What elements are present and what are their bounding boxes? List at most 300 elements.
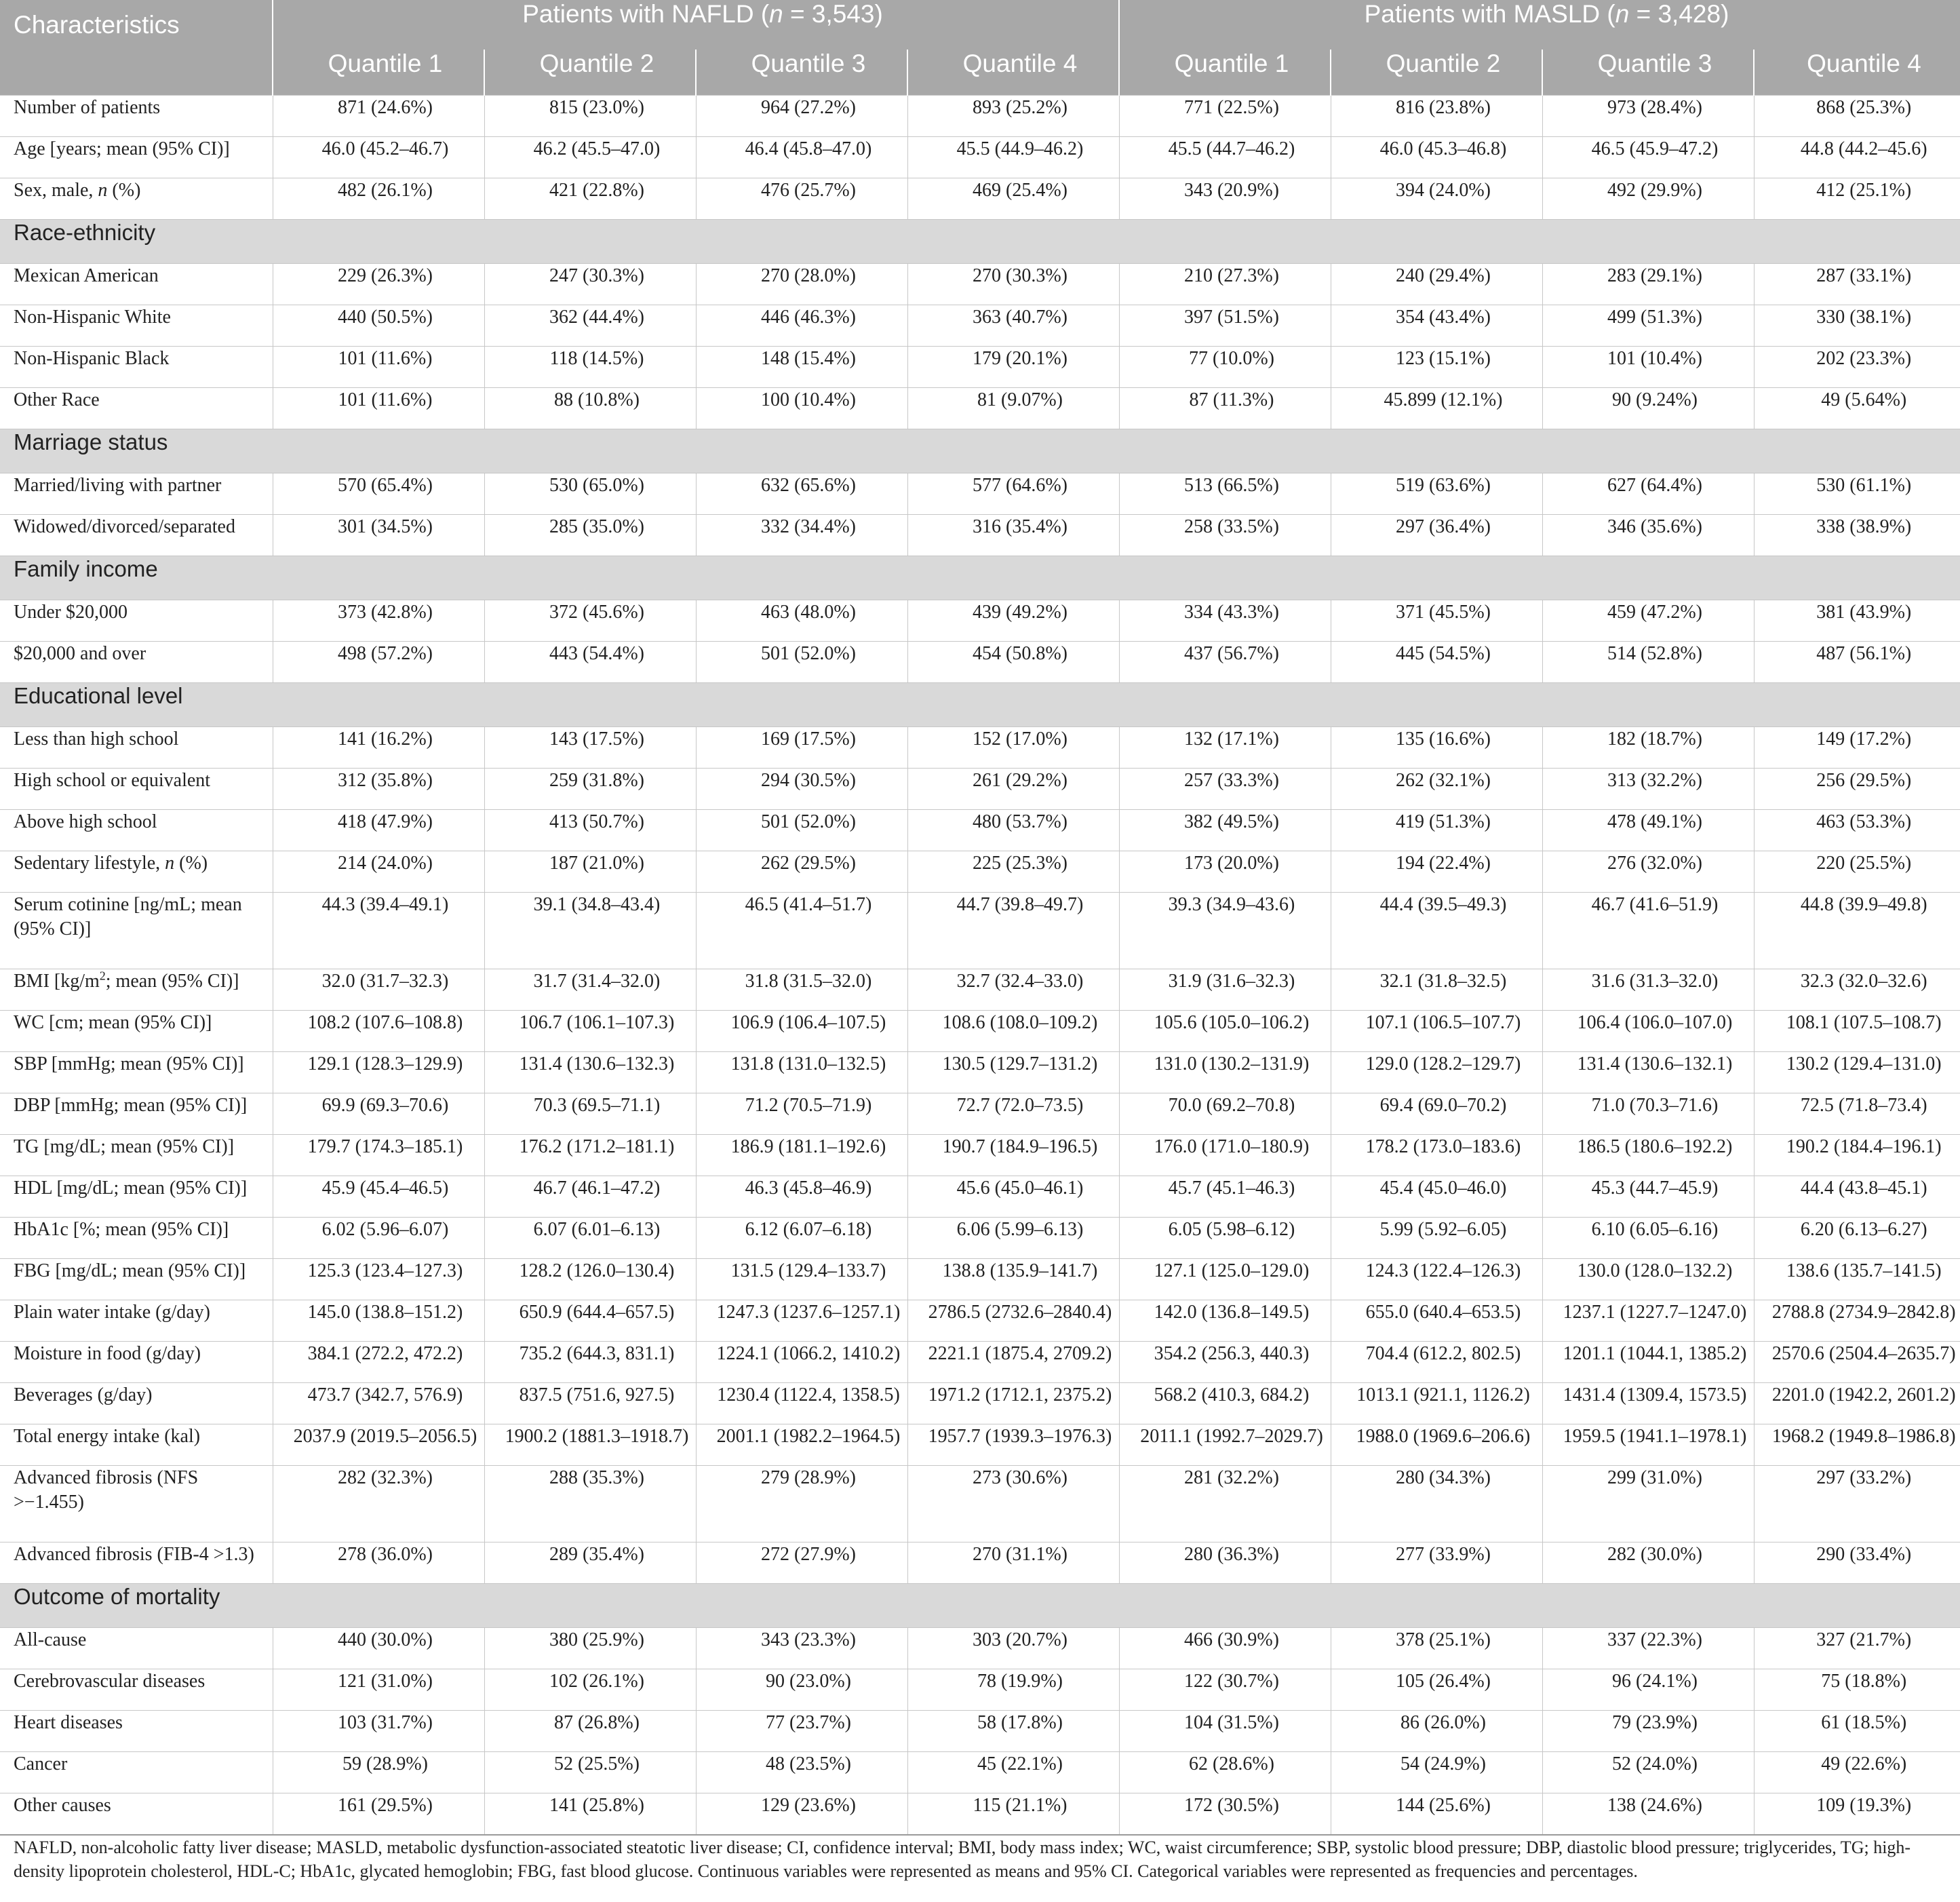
table-cell: 176.2 (171.2–181.1) [484, 1135, 696, 1176]
table-cell: 131.4 (130.6–132.1) [1542, 1052, 1754, 1093]
table-cell: 288 (35.3%) [484, 1466, 696, 1542]
table-cell: 501 (52.0%) [696, 642, 907, 683]
row-label: $20,000 and over [0, 642, 273, 683]
table-cell: 893 (25.2%) [907, 96, 1119, 137]
table-cell: 149 (17.2%) [1754, 727, 1960, 769]
table-cell: 44.3 (39.4–49.1) [273, 893, 484, 969]
table-cell: 105 (26.4%) [1331, 1669, 1542, 1711]
table-cell: 277 (33.9%) [1331, 1542, 1542, 1584]
table-row [0, 388, 1960, 429]
row-label: All-cause [0, 1628, 273, 1669]
table-cell: 178.2 (173.0–183.6) [1331, 1135, 1542, 1176]
table-row [0, 515, 1960, 556]
quantile-header: Quantile 1 [1119, 50, 1331, 96]
table-row [0, 600, 1960, 642]
table-cell: 338 (38.9%) [1754, 515, 1960, 556]
table-cell: 519 (63.6%) [1331, 473, 1542, 515]
row-label: Other causes [0, 1793, 273, 1835]
table-cell: 103 (31.7%) [273, 1711, 484, 1752]
table-cell: 394 (24.0%) [1331, 178, 1542, 220]
table-cell: 49 (22.6%) [1754, 1752, 1960, 1793]
table-cell: 182 (18.7%) [1542, 727, 1754, 769]
table-cell: 145.0 (138.8–151.2) [273, 1300, 484, 1342]
row-label: Sex, male, n (%) [0, 178, 273, 220]
table-cell: 964 (27.2%) [696, 96, 907, 137]
table-cell: 492 (29.9%) [1542, 178, 1754, 220]
table-cell: 45.899 (12.1%) [1331, 388, 1542, 429]
table-cell: 282 (32.3%) [273, 1466, 484, 1542]
table-cell: 382 (49.5%) [1119, 810, 1331, 851]
row-label: Number of patients [0, 96, 273, 137]
table-cell: 312 (35.8%) [273, 769, 484, 810]
table-cell: 6.12 (6.07–6.18) [696, 1218, 907, 1259]
table-cell: 815 (23.0%) [484, 96, 696, 137]
table-cell: 45.5 (44.9–46.2) [907, 137, 1119, 178]
table-cell: 194 (22.4%) [1331, 851, 1542, 893]
table-cell: 270 (30.3%) [907, 264, 1119, 305]
table-cell: 270 (28.0%) [696, 264, 907, 305]
table-cell: 144 (25.6%) [1331, 1793, 1542, 1835]
table-cell: 1988.0 (1969.6–206.6) [1331, 1424, 1542, 1466]
table-row [0, 1628, 1960, 1669]
table-cell: 1900.2 (1881.3–1918.7) [484, 1424, 696, 1466]
table-cell: 48 (23.5%) [696, 1752, 907, 1793]
table-cell: 62 (28.6%) [1119, 1752, 1331, 1793]
table-cell: 1201.1 (1044.1, 1385.2) [1542, 1342, 1754, 1383]
quantile-header: Quantile 2 [1331, 50, 1542, 96]
table-cell: 176.0 (171.0–180.9) [1119, 1135, 1331, 1176]
section-label: Outcome of mortality [0, 1584, 1960, 1628]
table-cell: 297 (36.4%) [1331, 515, 1542, 556]
table-row [0, 137, 1960, 178]
table-cell: 79 (23.9%) [1542, 1711, 1754, 1752]
table-cell: 61 (18.5%) [1754, 1711, 1960, 1752]
table-cell: 143 (17.5%) [484, 727, 696, 769]
table-cell: 473.7 (342.7, 576.9) [273, 1383, 484, 1424]
section-row [0, 1584, 1960, 1628]
row-label: Non-Hispanic Black [0, 347, 273, 388]
table-cell: 257 (33.3%) [1119, 769, 1331, 810]
row-label: DBP [mmHg; mean (95% CI)] [0, 1093, 273, 1135]
table-cell: 570 (65.4%) [273, 473, 484, 515]
row-label: Mexican American [0, 264, 273, 305]
quantile-header: Quantile 4 [1754, 50, 1960, 96]
table-row [0, 96, 1960, 137]
table-row [0, 1300, 1960, 1342]
table-cell: 130.5 (129.7–131.2) [907, 1052, 1119, 1093]
table-cell: 513 (66.5%) [1119, 473, 1331, 515]
table-cell: 421 (22.8%) [484, 178, 696, 220]
table-cell: 289 (35.4%) [484, 1542, 696, 1584]
table-cell: 81 (9.07%) [907, 388, 1119, 429]
table-cell: 187 (21.0%) [484, 851, 696, 893]
table-cell: 132 (17.1%) [1119, 727, 1331, 769]
table-cell: 129 (23.6%) [696, 1793, 907, 1835]
table-cell: 100 (10.4%) [696, 388, 907, 429]
table-cell: 49 (5.64%) [1754, 388, 1960, 429]
table-cell: 5.99 (5.92–6.05) [1331, 1218, 1542, 1259]
table-cell: 514 (52.8%) [1542, 642, 1754, 683]
header-row-quantiles [0, 50, 1960, 96]
table-cell: 96 (24.1%) [1542, 1669, 1754, 1711]
table-row [0, 305, 1960, 347]
row-label: Age [years; mean (95% CI)] [0, 137, 273, 178]
table-cell: 69.9 (69.3–70.6) [273, 1093, 484, 1135]
table-cell: 125.3 (123.4–127.3) [273, 1259, 484, 1300]
table-cell: 130.2 (129.4–131.0) [1754, 1052, 1960, 1093]
quantile-header: Quantile 3 [1542, 50, 1754, 96]
table-cell: 142.0 (136.8–149.5) [1119, 1300, 1331, 1342]
table-cell: 354.2 (256.3, 440.3) [1119, 1342, 1331, 1383]
table-cell: 77 (10.0%) [1119, 347, 1331, 388]
row-label: Heart diseases [0, 1711, 273, 1752]
table-cell: 32.1 (31.8–32.5) [1331, 969, 1542, 1011]
table-cell: 273 (30.6%) [907, 1466, 1119, 1542]
table-row [0, 1669, 1960, 1711]
table-cell: 31.7 (31.4–32.0) [484, 969, 696, 1011]
table-cell: 287 (33.1%) [1754, 264, 1960, 305]
table-cell: 258 (33.5%) [1119, 515, 1331, 556]
table-cell: 52 (24.0%) [1542, 1752, 1754, 1793]
section-label: Educational level [0, 683, 1960, 727]
table-cell: 115 (21.1%) [907, 1793, 1119, 1835]
table-cell: 202 (23.3%) [1754, 347, 1960, 388]
table-cell: 90 (23.0%) [696, 1669, 907, 1711]
table-cell: 272 (27.9%) [696, 1542, 907, 1584]
table-cell: 1237.1 (1227.7–1247.0) [1542, 1300, 1754, 1342]
table-cell: 123 (15.1%) [1331, 347, 1542, 388]
table-row [0, 642, 1960, 683]
table-cell: 259 (31.8%) [484, 769, 696, 810]
table-cell: 152 (17.0%) [907, 727, 1119, 769]
table-row [0, 1793, 1960, 1835]
table-cell: 52 (25.5%) [484, 1752, 696, 1793]
table-cell: 39.1 (34.8–43.4) [484, 893, 696, 969]
table-cell: 87 (11.3%) [1119, 388, 1331, 429]
quantile-header: Quantile 2 [484, 50, 696, 96]
table-cell: 498 (57.2%) [273, 642, 484, 683]
table-cell: 282 (30.0%) [1542, 1542, 1754, 1584]
table-cell: 454 (50.8%) [907, 642, 1119, 683]
table-cell: 71.0 (70.3–71.6) [1542, 1093, 1754, 1135]
masld-group-header: Patients with MASLD (n = 3,428) [1119, 0, 1960, 50]
table-cell: 59 (28.9%) [273, 1752, 484, 1793]
table-cell: 44.7 (39.8–49.7) [907, 893, 1119, 969]
table-cell: 439 (49.2%) [907, 600, 1119, 642]
table-cell: 256 (29.5%) [1754, 769, 1960, 810]
table-cell: 225 (25.3%) [907, 851, 1119, 893]
table-cell: 2037.9 (2019.5–2056.5) [273, 1424, 484, 1466]
table-cell: 44.8 (44.2–45.6) [1754, 137, 1960, 178]
row-label: Beverages (g/day) [0, 1383, 273, 1424]
table-cell: 280 (36.3%) [1119, 1542, 1331, 1584]
table-cell: 1968.2 (1949.8–1986.8) [1754, 1424, 1960, 1466]
table-cell: 577 (64.6%) [907, 473, 1119, 515]
table-cell: 1431.4 (1309.4, 1573.5) [1542, 1383, 1754, 1424]
table-cell: 131.8 (131.0–132.5) [696, 1052, 907, 1093]
table-cell: 32.0 (31.7–32.3) [273, 969, 484, 1011]
table-cell: 169 (17.5%) [696, 727, 907, 769]
row-label: Non-Hispanic White [0, 305, 273, 347]
row-label: Other Race [0, 388, 273, 429]
table-cell: 440 (50.5%) [273, 305, 484, 347]
table-cell: 278 (36.0%) [273, 1542, 484, 1584]
table-cell: 102 (26.1%) [484, 1669, 696, 1711]
table-cell: 973 (28.4%) [1542, 96, 1754, 137]
table-cell: 179.7 (174.3–185.1) [273, 1135, 484, 1176]
table-cell: 138 (24.6%) [1542, 1793, 1754, 1835]
table-cell: 131.4 (130.6–132.3) [484, 1052, 696, 1093]
table-cell: 2201.0 (1942.2, 2601.2) [1754, 1383, 1960, 1424]
table-row [0, 727, 1960, 769]
table-row [0, 810, 1960, 851]
section-label: Family income [0, 556, 1960, 600]
table-cell: 109 (19.3%) [1754, 1793, 1960, 1835]
table-cell: 704.4 (612.2, 802.5) [1331, 1342, 1542, 1383]
table-cell: 362 (44.4%) [484, 305, 696, 347]
table-cell: 101 (10.4%) [1542, 347, 1754, 388]
table-cell: 381 (43.9%) [1754, 600, 1960, 642]
table-cell: 445 (54.5%) [1331, 642, 1542, 683]
table-row [0, 769, 1960, 810]
table-cell: 127.1 (125.0–129.0) [1119, 1259, 1331, 1300]
table-cell: 294 (30.5%) [696, 769, 907, 810]
quantile-header: Quantile 4 [907, 50, 1119, 96]
nafld-group-header: Patients with NAFLD (n = 3,543) [273, 0, 1119, 50]
section-row [0, 220, 1960, 264]
table-cell: 131.0 (130.2–131.9) [1119, 1052, 1331, 1093]
table-cell: 214 (24.0%) [273, 851, 484, 893]
table-cell: 280 (34.3%) [1331, 1466, 1542, 1542]
table-cell: 476 (25.7%) [696, 178, 907, 220]
table-cell: 6.02 (5.96–6.07) [273, 1218, 484, 1259]
section-row [0, 683, 1960, 727]
row-label: FBG [mg/dL; mean (95% CI)] [0, 1259, 273, 1300]
section-label: Marriage status [0, 429, 1960, 473]
table-cell: 247 (30.3%) [484, 264, 696, 305]
table-cell: 6.10 (6.05–6.16) [1542, 1218, 1754, 1259]
table-cell: 480 (53.7%) [907, 810, 1119, 851]
characteristics-header: Characteristics [0, 0, 273, 96]
table-cell: 446 (46.3%) [696, 305, 907, 347]
table-cell: 46.4 (45.8–47.0) [696, 137, 907, 178]
table-row [0, 264, 1960, 305]
table-cell: 190.7 (184.9–196.5) [907, 1135, 1119, 1176]
table-cell: 283 (29.1%) [1542, 264, 1754, 305]
table-cell: 131.5 (129.4–133.7) [696, 1259, 907, 1300]
table-row [0, 1424, 1960, 1466]
table-cell: 316 (35.4%) [907, 515, 1119, 556]
table-cell: 1957.7 (1939.3–1976.3) [907, 1424, 1119, 1466]
table-cell: 138.8 (135.9–141.7) [907, 1259, 1119, 1300]
footnote-row [0, 1835, 1960, 1883]
table-row [0, 1218, 1960, 1259]
table-cell: 6.05 (5.98–6.12) [1119, 1218, 1331, 1259]
table-cell: 650.9 (644.4–657.5) [484, 1300, 696, 1342]
table-cell: 270 (31.1%) [907, 1542, 1119, 1584]
table-cell: 138.6 (135.7–141.5) [1754, 1259, 1960, 1300]
table-cell: 129.0 (128.2–129.7) [1331, 1052, 1542, 1093]
row-label: SBP [mmHg; mean (95% CI)] [0, 1052, 273, 1093]
table-cell: 71.2 (70.5–71.9) [696, 1093, 907, 1135]
table-cell: 262 (29.5%) [696, 851, 907, 893]
table-cell: 88 (10.8%) [484, 388, 696, 429]
table-cell: 101 (11.6%) [273, 388, 484, 429]
table-cell: 2788.8 (2734.9–2842.8) [1754, 1300, 1960, 1342]
table-cell: 141 (25.8%) [484, 1793, 696, 1835]
table-cell: 459 (47.2%) [1542, 600, 1754, 642]
row-label: Advanced fibrosis (FIB-4 >1.3) [0, 1542, 273, 1584]
table-row [0, 893, 1960, 969]
table-cell: 105.6 (105.0–106.2) [1119, 1011, 1331, 1052]
row-label: Plain water intake (g/day) [0, 1300, 273, 1342]
table-cell: 45.4 (45.0–46.0) [1331, 1176, 1542, 1218]
table-row [0, 1176, 1960, 1218]
table-cell: 463 (53.3%) [1754, 810, 1960, 851]
table-cell: 173 (20.0%) [1119, 851, 1331, 893]
table-cell: 372 (45.6%) [484, 600, 696, 642]
table-row [0, 1466, 1960, 1542]
table-cell: 443 (54.4%) [484, 642, 696, 683]
table-cell: 384.1 (272.2, 472.2) [273, 1342, 484, 1383]
table-cell: 1224.1 (1066.2, 1410.2) [696, 1342, 907, 1383]
table-cell: 72.7 (72.0–73.5) [907, 1093, 1119, 1135]
table-cell: 2221.1 (1875.4, 2709.2) [907, 1342, 1119, 1383]
row-label: TG [mg/dL; mean (95% CI)] [0, 1135, 273, 1176]
table-cell: 378 (25.1%) [1331, 1628, 1542, 1669]
table-row [0, 178, 1960, 220]
quantile-header: Quantile 1 [273, 50, 484, 96]
table-cell: 44.4 (43.8–45.1) [1754, 1176, 1960, 1218]
table-cell: 346 (35.6%) [1542, 515, 1754, 556]
table-cell: 297 (33.2%) [1754, 1466, 1960, 1542]
row-label: Married/living with partner [0, 473, 273, 515]
table-cell: 482 (26.1%) [273, 178, 484, 220]
table-row [0, 1093, 1960, 1135]
table-cell: 632 (65.6%) [696, 473, 907, 515]
table-cell: 1013.1 (921.1, 1126.2) [1331, 1383, 1542, 1424]
table-cell: 2011.1 (1992.7–2029.7) [1119, 1424, 1331, 1466]
table-cell: 46.5 (45.9–47.2) [1542, 137, 1754, 178]
table-cell: 240 (29.4%) [1331, 264, 1542, 305]
table-cell: 354 (43.4%) [1331, 305, 1542, 347]
table-cell: 46.7 (46.1–47.2) [484, 1176, 696, 1218]
table-cell: 2786.5 (2732.6–2840.4) [907, 1300, 1119, 1342]
table-cell: 771 (22.5%) [1119, 96, 1331, 137]
table-cell: 45.7 (45.1–46.3) [1119, 1176, 1331, 1218]
table-cell: 118 (14.5%) [484, 347, 696, 388]
table-cell: 46.5 (41.4–51.7) [696, 893, 907, 969]
table-cell: 290 (33.4%) [1754, 1542, 1960, 1584]
table-row [0, 1752, 1960, 1793]
table-cell: 373 (42.8%) [273, 600, 484, 642]
table-cell: 101 (11.6%) [273, 347, 484, 388]
table-cell: 45.6 (45.0–46.1) [907, 1176, 1119, 1218]
table-row [0, 1711, 1960, 1752]
table-cell: 466 (30.9%) [1119, 1628, 1331, 1669]
table-cell: 281 (32.2%) [1119, 1466, 1331, 1542]
table-cell: 186.5 (180.6–192.2) [1542, 1135, 1754, 1176]
table-cell: 363 (40.7%) [907, 305, 1119, 347]
table-cell: 343 (20.9%) [1119, 178, 1331, 220]
header-row-groups [0, 0, 1960, 50]
section-label: Race-ethnicity [0, 220, 1960, 264]
table-cell: 487 (56.1%) [1754, 642, 1960, 683]
table-cell: 418 (47.9%) [273, 810, 484, 851]
table-cell: 2001.1 (1982.2–1964.5) [696, 1424, 907, 1466]
table-cell: 313 (32.2%) [1542, 769, 1754, 810]
row-label: Serum cotinine [ng/mL; mean (95% CI)] [0, 893, 273, 969]
table-cell: 1230.4 (1122.4, 1358.5) [696, 1383, 907, 1424]
table-row [0, 1135, 1960, 1176]
table-row [0, 969, 1960, 1011]
table-cell: 301 (34.5%) [273, 515, 484, 556]
table-cell: 501 (52.0%) [696, 810, 907, 851]
table-cell: 868 (25.3%) [1754, 96, 1960, 137]
table-cell: 332 (34.4%) [696, 515, 907, 556]
table-cell: 6.07 (6.01–6.13) [484, 1218, 696, 1259]
table-cell: 871 (24.6%) [273, 96, 484, 137]
table-cell: 90 (9.24%) [1542, 388, 1754, 429]
row-label: HbA1c [%; mean (95% CI)] [0, 1218, 273, 1259]
table-cell: 469 (25.4%) [907, 178, 1119, 220]
table-cell: 135 (16.6%) [1331, 727, 1542, 769]
table-cell: 32.3 (32.0–32.6) [1754, 969, 1960, 1011]
table-cell: 107.1 (106.5–107.7) [1331, 1011, 1542, 1052]
table-row [0, 1542, 1960, 1584]
table-cell: 70.3 (69.5–71.1) [484, 1093, 696, 1135]
table-cell: 108.6 (108.0–109.2) [907, 1011, 1119, 1052]
table-cell: 262 (32.1%) [1331, 769, 1542, 810]
table-cell: 44.8 (39.9–49.8) [1754, 893, 1960, 969]
table-row [0, 1383, 1960, 1424]
row-label: Total energy intake (kal) [0, 1424, 273, 1466]
table-cell: 220 (25.5%) [1754, 851, 1960, 893]
table-cell: 104 (31.5%) [1119, 1711, 1331, 1752]
table-cell: 179 (20.1%) [907, 347, 1119, 388]
table-cell: 343 (23.3%) [696, 1628, 907, 1669]
table-cell: 279 (28.9%) [696, 1466, 907, 1542]
table-cell: 530 (65.0%) [484, 473, 696, 515]
table-row [0, 347, 1960, 388]
table-row [0, 1259, 1960, 1300]
table-cell: 31.8 (31.5–32.0) [696, 969, 907, 1011]
row-label: Advanced fibrosis (NFS >−1.455) [0, 1466, 273, 1542]
table-cell: 128.2 (126.0–130.4) [484, 1259, 696, 1300]
table-cell: 31.6 (31.3–32.0) [1542, 969, 1754, 1011]
table-cell: 6.20 (6.13–6.27) [1754, 1218, 1960, 1259]
table-cell: 397 (51.5%) [1119, 305, 1331, 347]
table-cell: 172 (30.5%) [1119, 1793, 1331, 1835]
table-cell: 31.9 (31.6–32.3) [1119, 969, 1331, 1011]
table-cell: 303 (20.7%) [907, 1628, 1119, 1669]
table-cell: 299 (31.0%) [1542, 1466, 1754, 1542]
row-label: Widowed/divorced/separated [0, 515, 273, 556]
table-cell: 46.0 (45.3–46.8) [1331, 137, 1542, 178]
table-cell: 32.7 (32.4–33.0) [907, 969, 1119, 1011]
table-cell: 261 (29.2%) [907, 769, 1119, 810]
table-cell: 130.0 (128.0–132.2) [1542, 1259, 1754, 1300]
section-row [0, 556, 1960, 600]
table-row [0, 1011, 1960, 1052]
table-cell: 568.2 (410.3, 684.2) [1119, 1383, 1331, 1424]
quantile-header: Quantile 3 [696, 50, 907, 96]
table-cell: 816 (23.8%) [1331, 96, 1542, 137]
table-cell: 75 (18.8%) [1754, 1669, 1960, 1711]
table-cell: 463 (48.0%) [696, 600, 907, 642]
table-cell: 124.3 (122.4–126.3) [1331, 1259, 1542, 1300]
table-cell: 530 (61.1%) [1754, 473, 1960, 515]
